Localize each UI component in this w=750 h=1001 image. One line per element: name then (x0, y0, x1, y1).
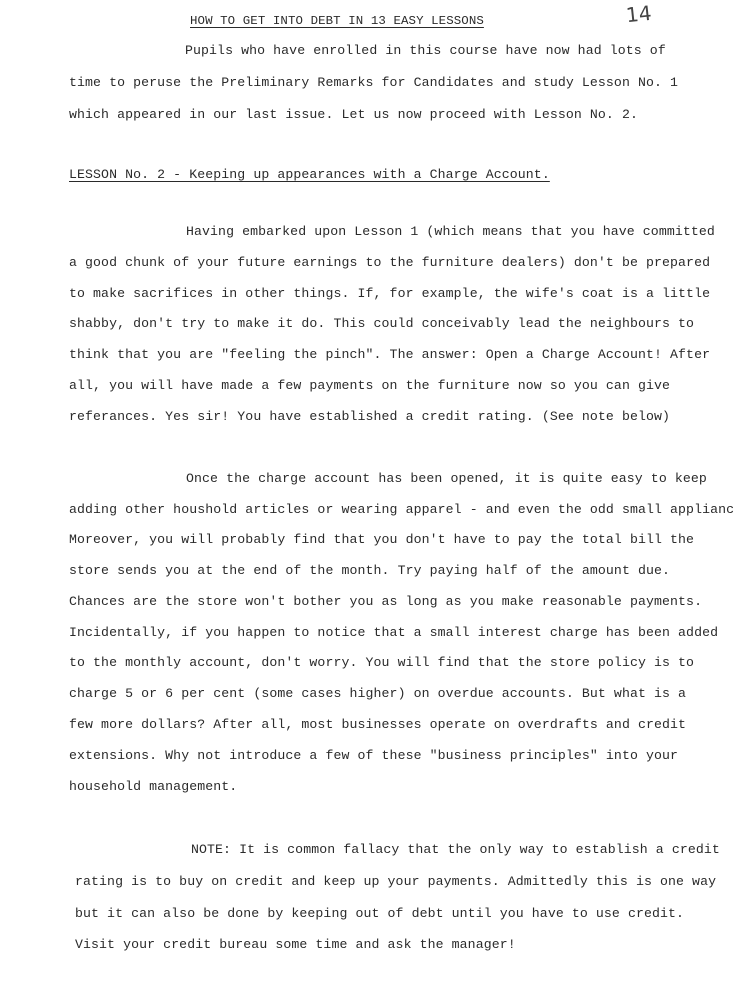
paragraph-line: Moreover, you will probably find that you don't have to pay the total bill the (69, 532, 695, 547)
paragraph-line: few more dollars? After all, most businesses operate on overdrafts and credit (69, 717, 687, 732)
paragraph-line: Having embarked upon Lesson 1 (which means that you have committed (186, 224, 715, 239)
page-number: 14 (624, 0, 653, 28)
paragraph-line: adding other houshold articles or wearing apparel - and even the odd small applianc (69, 502, 735, 517)
lesson-heading: LESSON No. 2 - Keeping up appearances with a Charge Account. (69, 167, 550, 182)
document-title: HOW TO GET INTO DEBT IN 13 EASY LESSONS (190, 14, 484, 28)
paragraph-line: all, you will have made a few payments on the furniture now so you can give (69, 378, 671, 393)
note-line: Visit your credit bureau some time and ask the manager! (75, 937, 516, 952)
paragraph-line: charge 5 or 6 per cent (some cases higher) on overdue accounts. But what is a (69, 686, 687, 701)
intro-line: which appeared in our last issue. Let us now proceed with Lesson No. 2. (69, 107, 638, 122)
paragraph-line: shabby, don't try to make it do. This could conceivably lead the neighbours to (69, 316, 695, 331)
paragraph-line: Chances are the store won't bother you as long as you make reasonable payments. (69, 594, 703, 609)
intro-line: Pupils who have enrolled in this course have now had lots of (185, 43, 666, 58)
paragraph-line: Once the charge account has been opened, it is quite easy to keep (186, 471, 707, 486)
paragraph-line: referances. Yes sir! You have established a credit rating. (See note below) (69, 409, 671, 424)
intro-line: time to peruse the Preliminary Remarks for Candidates and study Lesson No. 1 (69, 75, 679, 90)
paragraph-line: to make sacrifices in other things. If, for example, the wife's coat is a little (69, 286, 711, 301)
note-line: rating is to buy on credit and keep up your payments. Admittedly this is one way (75, 874, 717, 889)
paragraph-line: think that you are "feeling the pinch". The answer: Open a Charge Account! After (69, 347, 711, 362)
paragraph-line: store sends you at the end of the month. Try paying half of the amount due. (69, 563, 671, 578)
paragraph-line: to the monthly account, don't worry. You will find that the store policy is to (69, 655, 695, 670)
note-line: NOTE: It is common fallacy that the only way to establish a credit (191, 842, 720, 857)
paragraph-line: extensions. Why not introduce a few of these "business principles" into your (69, 748, 679, 763)
note-line: but it can also be done by keeping out of debt until you have to use credit. (75, 906, 685, 921)
paragraph-line: Incidentally, if you happen to notice that a small interest charge has been added (69, 625, 719, 640)
paragraph-line: a good chunk of your future earnings to the furniture dealers) don't be prepared (69, 255, 711, 270)
paragraph-line: household management. (69, 779, 238, 794)
